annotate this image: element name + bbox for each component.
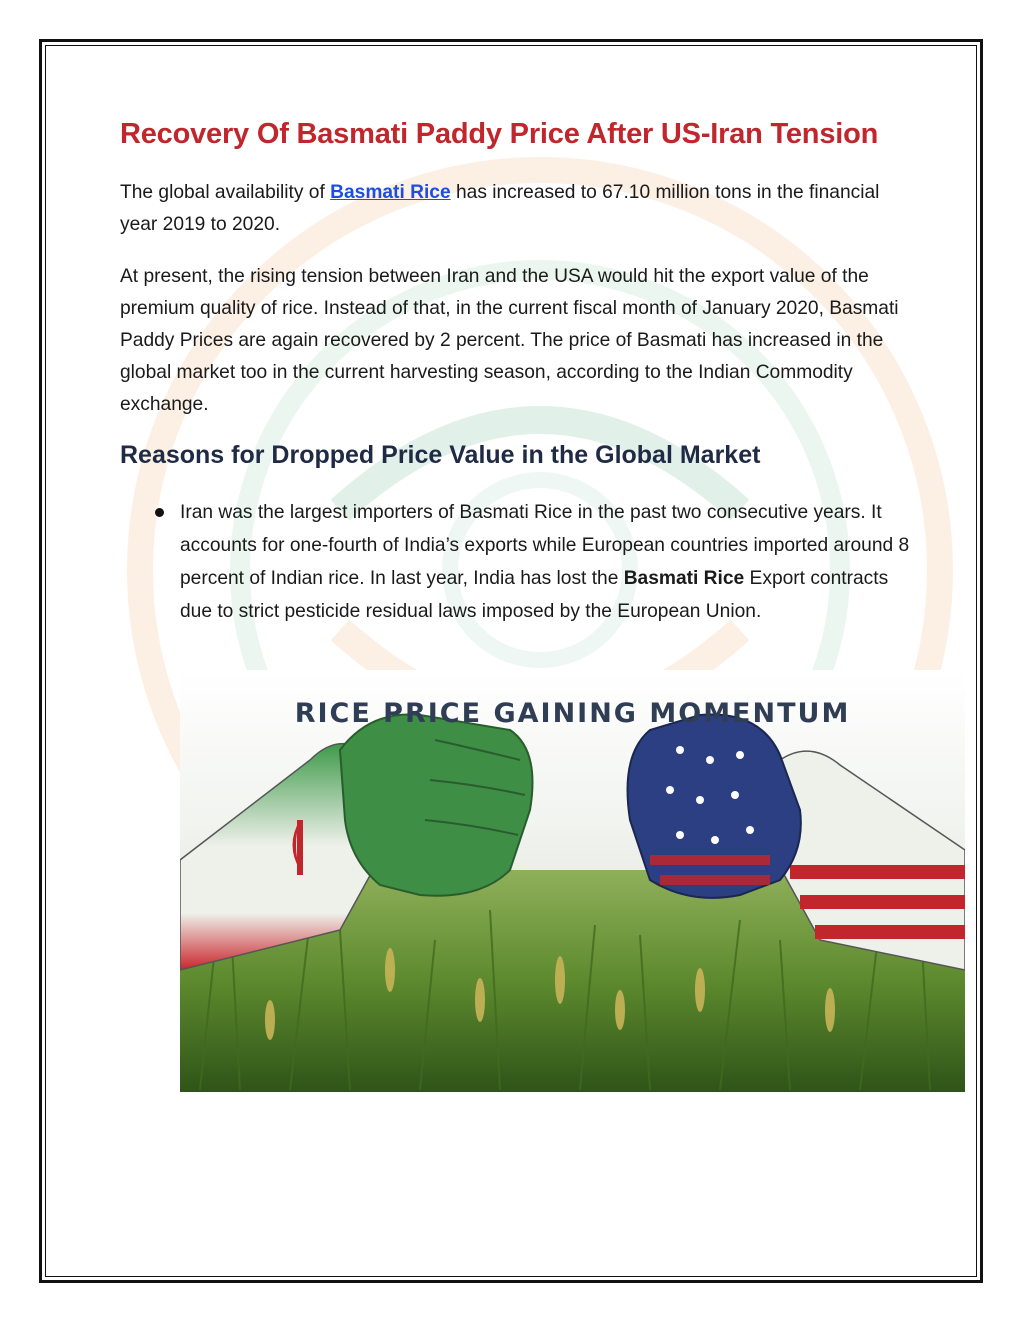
iran-usa-fists-illustration-icon [180,670,965,1092]
article-content [120,118,920,628]
article-title: Recovery Of Basmati Paddy Price After US-Iran Tension [120,118,879,150]
paragraph-tension: At present, the rising tension between Iran and the USA would hit the export value of the premium quality of rice. Instead of that, in the current fiscal month of January 2020, Basmati Paddy Prices are again recovered by 2 percent. The price of Basmati has increased in the global market too in the current harvesting season, according to the Indian Commodity exchange. [120,266,899,415]
paragraph-availability [120,177,920,241]
section-heading: Reasons for Dropped Price Value in the Global Market [120,441,761,469]
paragraph-availability-text-end: has increased to 67.10 million tons in the financial year 2019 to 2020. [120,182,880,235]
rice-price-image [180,670,965,1092]
list-item-text-start: Iran was the largest importers of Basmati Rice in the past two consecutive years. It accounts for one-fourth of India’s exports while European countries imported around 8 percent of Indian rice. In last year, India has lost the [180,502,910,589]
bullet-icon [155,508,164,517]
list-item-text-end: Export contracts due to strict pesticide residual laws imposed by the European Union. [180,568,889,622]
list-item [180,496,920,628]
paragraph-availability-text-start: The global availability of [120,182,331,203]
image-banner-text: RICE PRICE GAINING MOMENTUM [294,698,851,729]
reasons-list [120,496,920,628]
list-item-bold-term: Basmati Rice [623,568,745,589]
basmati-rice-link[interactable]: Basmati Rice [330,182,451,203]
